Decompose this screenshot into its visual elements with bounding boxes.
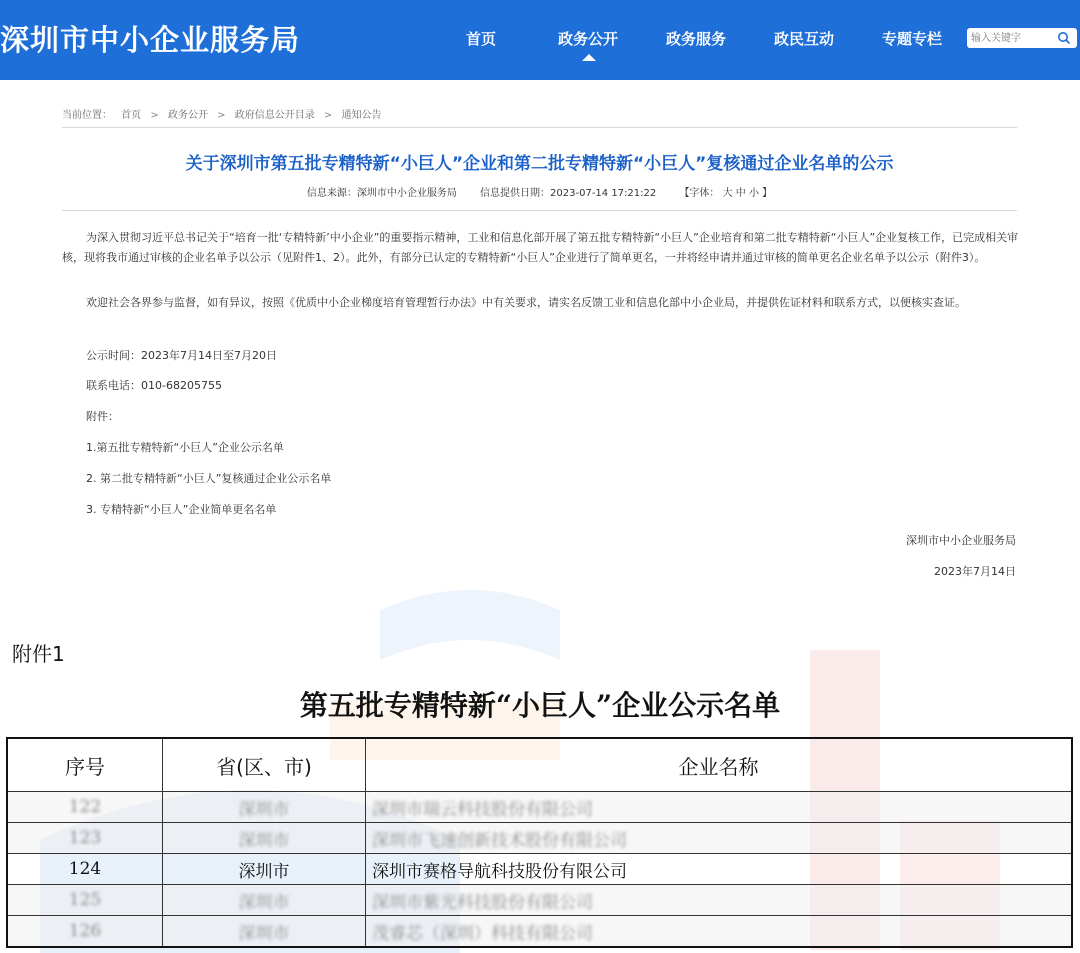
cell-company	[366, 823, 1071, 853]
nav-special-topics[interactable]: 专题专栏	[882, 30, 943, 48]
table-header-row	[8, 739, 1071, 792]
breadcrumb-catalog[interactable]: 政府信息公开目录	[234, 110, 315, 121]
cell-number-text: 126	[68, 921, 102, 941]
article-title: 关于深圳市第五批专精特新“小巨人”企业和第二批专精特新“小巨人”复核通过企业名单的公示	[185, 154, 894, 174]
search-input[interactable]	[971, 30, 1051, 46]
contact-phone: 联系电话：010-68205755	[86, 379, 222, 392]
breadcrumb-separator: >	[150, 110, 159, 121]
article-source: 信息来源：深圳市中小企业服务局	[306, 188, 457, 199]
breadcrumb-gov-affairs[interactable]: 政务公开	[167, 110, 208, 121]
breadcrumb-separator: >	[217, 110, 226, 121]
cell-region	[163, 885, 366, 915]
cell-number	[8, 792, 163, 822]
attachment-link-2[interactable]: 2. 第二批专精特新“小巨人”复核通过企业公示名单	[86, 472, 332, 485]
cell-region-text: 深圳市	[238, 892, 290, 913]
search-icon[interactable]	[1057, 31, 1071, 45]
table-row	[8, 823, 1071, 854]
breadcrumb-separator: >	[323, 110, 333, 121]
attachment-link-3[interactable]: 3. 专精特新“小巨人”企业简单更名名单	[86, 503, 277, 516]
signature-org: 深圳市中小企业服务局	[906, 534, 1016, 547]
cell-company	[366, 916, 1071, 946]
cell-company-text: 茂睿芯（深圳）科技有限公司	[372, 923, 593, 944]
table-row-highlighted	[8, 854, 1071, 885]
cell-number	[8, 823, 163, 853]
cell-number-text: 123	[68, 828, 102, 848]
header-company: 企业名称	[678, 754, 759, 779]
cell-company	[366, 885, 1071, 915]
cell-region	[163, 823, 366, 853]
cell-company	[366, 792, 1071, 822]
font-size-switcher[interactable]: 【字体： 大 中 小 】	[679, 188, 773, 199]
cell-number-text: 122	[68, 797, 102, 817]
nav-gov-affairs-public[interactable]: 政务公开	[558, 30, 619, 48]
table-row	[8, 792, 1071, 823]
cell-number-text: 125	[68, 890, 102, 910]
table-row	[8, 885, 1071, 916]
cell-company-text: 深圳市瑞云科技股份有限公司	[372, 799, 593, 820]
cell-region	[163, 916, 366, 946]
cell-number	[8, 916, 163, 946]
attachment-label: 附件1	[12, 642, 65, 666]
nav-interaction[interactable]: 政民互动	[774, 30, 835, 48]
nav-gov-services[interactable]: 政务服务	[666, 30, 727, 48]
site-title[interactable]: 深圳市中小企业服务局	[0, 23, 301, 57]
cell-region-text: 深圳市	[238, 861, 290, 882]
article-date: 信息提供日期：2023-07-14 17:21:22	[480, 188, 657, 199]
main-nav	[0, 28, 1080, 52]
cell-region-text: 深圳市	[238, 799, 290, 820]
active-nav-indicator	[582, 54, 596, 61]
breadcrumb-divider	[62, 127, 1017, 128]
cell-company-text: 深圳市赛格导航科技股份有限公司	[372, 861, 627, 882]
publicity-period: 公示时间：2023年7月14日至7月20日	[86, 349, 277, 362]
breadcrumb	[62, 106, 387, 121]
cell-company-text: 深圳市飞速创新技术股份有限公司	[372, 830, 627, 851]
cell-number	[8, 885, 163, 915]
list-title: 第五批专精特新“小巨人”企业公示名单	[299, 689, 781, 722]
cell-number-text: 124	[68, 859, 102, 879]
meta-divider	[62, 210, 1017, 211]
cell-region	[163, 854, 366, 884]
search-box	[967, 28, 1077, 48]
cell-number	[8, 854, 163, 884]
cell-region-text: 深圳市	[238, 923, 290, 944]
nav-home[interactable]: 首页	[466, 30, 497, 48]
attachments-label: 附件：	[86, 410, 119, 423]
signature-date: 2023年7月14日	[934, 565, 1016, 578]
header-number: 序号	[8, 739, 163, 791]
header-region: 省(区、市)	[163, 739, 366, 791]
article-paragraph: 为深入贯彻习近平总书记关于“培育一批‘专精特新’中小企业”的重要指示精神，工业和信息化部开展了第五批专精特新“小巨人”企业培育和第二批专精特新“小巨人”企业复核工作，已完成相关审核，现将我市通过审核的企业名单予以公示（见附件1、2）。此外，有部分已认定的专精特新“小巨人”企业进行了简单更名，一并将经申请并通过审核的简单更名企业名单予以公示（附件3）。	[62, 231, 1019, 264]
breadcrumb-home[interactable]: 首页	[121, 110, 142, 121]
site-header	[0, 0, 1080, 80]
article-paragraph: 欢迎社会各界参与监督，如有异议，按照《优质中小企业梯度培育管理暂行办法》中有关要求，请实名反馈工业和信息化部中小企业局，并提供佐证材料和联系方式，以便核实查证。	[86, 296, 966, 309]
cell-company	[366, 854, 1071, 884]
breadcrumb-notices[interactable]: 通知公告	[341, 110, 382, 121]
cell-region-text: 深圳市	[238, 830, 290, 851]
article-meta	[62, 184, 1017, 199]
company-table	[6, 737, 1073, 948]
attachment-link-1[interactable]: 1.第五批专精特新“小巨人”企业公示名单	[86, 441, 284, 454]
cell-region	[163, 792, 366, 822]
table-row	[8, 916, 1071, 946]
cell-company-text: 深圳市紫光科技股份有限公司	[372, 892, 593, 913]
breadcrumb-prefix: 当前位置：	[62, 110, 112, 121]
